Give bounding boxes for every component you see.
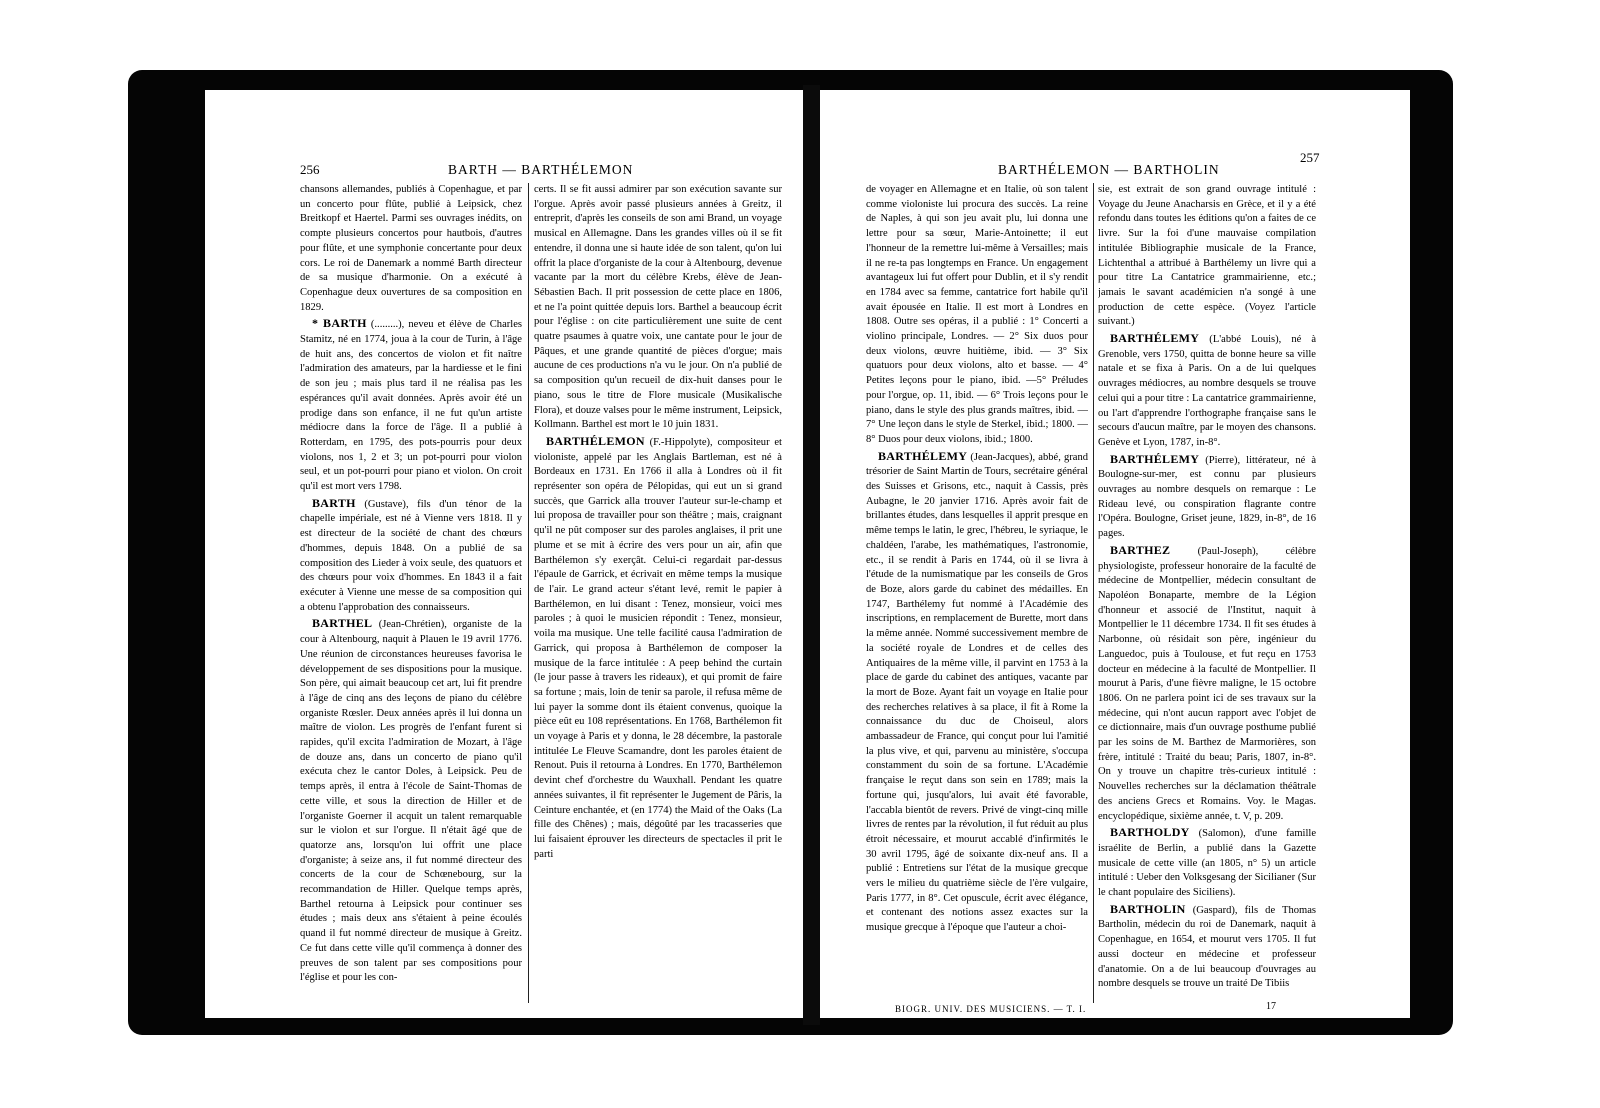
entry-text: (Jean-Chrétien), organiste de la cour à Altenbourg, naquit à Plauen le 19 avril 1776. Une réunion de circonstances heureuses favorisa le développement de ses dispositions pour la musique. Son père, qui aimait beaucoup cet art, lui fit prendre à l'âge de cinq ans des leçons de piano du célèbre organiste Rœsler. Deux années après il lui donna un maître de violon. Les progrès de l'enfant furent si rapides, qu'il excita l'admiration de Mozart, à l'âge de douze ans, dans un concerto de piano qu'il exécuta chez le cantor Doles, à Leipsick. Peu de temps après, il entra à l'école de Saint-Thomas de cette ville, et sous la direction de Hiller et de l'organiste Goerner il acquit un talent remarquable sur le violon et sur l'orgue. Il n'était âgé que de quatorze ans, lorsqu'on lui offrit une place d'organiste; à seize ans, il fut nommé directeur des concerts de la cour de Schœnebourg, sur la recommandation de Hiller. Quelque temps après, Barthel retourna à Leipsick pour continuer ses études ; mais deux ans s'étaient à peine écoulés quand il fut nommé directeur de musique à Greitz. Ce fut dans cette ville qu'il commença à donner des preuves de son talent par ses compositions pour l'église et pour les con-: [300, 619, 522, 984]
dictionary-entry: [1098, 543, 1316, 824]
dictionary-entry: [1098, 183, 1316, 330]
dictionary-entry: [534, 183, 782, 433]
entry-headword: BARTH: [312, 495, 356, 510]
entry-text: (Gaspard), fils de Thomas Bartholin, médecin du roi de Danemark, naquit à Copenhague, en 1654, et mourut vers 1705. Il fut aussi docteur en médecine et professeur d'anatomie. On a de lui beaucoup d'ouvrages au nombre desquels se trouve un traité De Tibiis: [1098, 904, 1316, 990]
entry-text: (F.-Hippolyte), compositeur et violoniste, appelé par les Anglais Bartleman, est né à Bordeaux en 1731. En 1766 il alla à Londres où il fit représenter son opéra de Pélopidas, qui eut un si grand succès, que Garrick alla trouver l'auteur sur-le-champ et lui proposa de travailler pour son théâtre ; mais, craignant qu'il ne pût composer sur des paroles anglaises, il prit une plume et se mit à écrire des vers pour un air, afin que Barthélemon s'y exerçât. Celui-ci regardait par-dessus l'épaule de Garrick, et écrivait en même temps la musique de l'air. Le grand acteur s'étant levé, remit le papier à Barthélemon, en lui disant : Tenez, monsieur, voici mes paroles ; à quoi le musicien répondit : Tenez, monsieur, voila ma musique. Une telle facilité causa l'admiration de Garrick, qui proposa à Barthélemon de composer la musique de la farce intitulée : A peep behind the curtain (le jour passe à travers les rideaux), et qui promit de faire sa fortune ; mais, loin de tenir sa parole, il refusa même de lui payer la somme dont ils étaient convenus, quoique la pièce eût eu 108 représentations. En 1768, Barthélemon fit un voyage à Paris et y donna, le 28 décembre, la pastorale intitulée Le Fleuve Scamandre, dont les paroles étaient de Renout. Puis il retourna à Londres. En 1770, Barthélemon devint chef d'orchestre du Wauxhall. Pendant les quatre années suivantes, il fit représenter le Jugement de Pâris, la Ceinture enchantée, et (en 1774) the Maid of the Oaks (La fille des Chênes) ; mais, dégoûté par les tracasseries que lui faisaient éprouver les directeurs de spectacles il prit le parti: [534, 436, 782, 860]
right-column-2: [1098, 183, 1316, 1001]
left-column-2: [534, 183, 782, 1001]
entry-headword: BARTHOLIN: [1110, 901, 1186, 916]
entry-text: (Pierre), littérateur, né à Boulogne-sur-mer, est connu par plusieurs ouvrages au nombre desquels on remarque : Le Rideau levé, ou conspiration flagrante contre l'Opéra. Boulogne, Griset jeune, 1829, in-8°, de 16 pages.: [1098, 454, 1316, 540]
right-column-1: [866, 183, 1088, 1001]
signature-mark: 17: [1266, 1001, 1276, 1012]
left-column-1: [300, 183, 522, 1001]
left-running-head: BARTH — BARTHÉLEMON: [448, 162, 634, 177]
book-gutter: [803, 85, 820, 1025]
entry-text: chansons allemandes, publiés à Copenhague, et par un concerto pour flûte, publié à Leipsick, chez Breitkopf et Haertel. Parmi ses ouvrages inédits, on compte plusieurs concertos pour hautbois, d'autres pour flûte, et une symphonie concertante pour deux cors. Le roi de Danemark a nommé Barth directeur de sa musique d'harmonie. On a exécuté à Copenhague deux ouvertures de sa composition en 1829.: [300, 184, 522, 313]
left-page-number: 256: [300, 162, 320, 177]
entry-headword: BARTHÉLEMY: [878, 448, 968, 463]
dictionary-entry: [1098, 825, 1316, 901]
entry-headword: BARTHÉLEMY: [1110, 331, 1200, 346]
entry-headword: BARTHEL: [312, 616, 373, 631]
entry-headword: BARTHÉLEMY: [1110, 451, 1200, 466]
entry-text: (Salomon), d'une famille israélite de Berlin, a publié dans la Gazette musicale de cette ville (an 1805, n° 5) un article intitulé : Ueber den Volksgesang der Sicilianer (Sur le chant populaire des Siciliens).: [1098, 828, 1316, 899]
right-page-number: 257: [1300, 150, 1320, 165]
dictionary-entry: [866, 183, 1088, 448]
entry-headword: BARTHOLDY: [1110, 825, 1190, 840]
column-rule: [1093, 183, 1094, 1003]
column-rule: [528, 183, 529, 1003]
entry-text: sie, est extrait de son grand ouvrage intitulé : Voyage du Jeune Anacharsis en Grèce, et il y a été refondu dans toutes les éditions qu'on a faites de ce livre. Sur la foi d'une mauvaise compilation intitulée Bibliographie musicale de la France, Lichtenthal a attribué à Barthélemy un livre qui a pour titre La Cantatrice grammairienne, etc.; jamais le savant académicien n'a songé à une production de cette espèce. (Voyez l'article suivant.): [1098, 184, 1316, 328]
entry-text: (.........), neveu et élève de Charles Stamitz, né en 1774, joua à la cour de Turin, à l'âge de huit ans, des concertos de violon et fit naître l'admiration des amateurs, par la hardiesse et le fini de son jeu ; mais plus tard il ne réalisa pas les espérances qu'il avait données. Après avoir été un prodige dans son enfance, il ne fut qu'un artiste médiocre dans la force de l'âge. Il a publié à Rotterdam, en 1795, des pots-pourris pour deux violons, nos 1, 2 et 3; un pot-pourri pour violon seul, et un pot-pourri pour piano et violon. On croit qu'il est mort vers 1798.: [300, 319, 522, 493]
dictionary-entry: [866, 449, 1088, 936]
entry-text: (Gustave), fils d'un ténor de la chapelle impériale, est né à Vienne vers 1818. Il y est directeur de la société de chant des chœurs d'hommes, depuis 1848. On a publié de sa composition des Lieder à voix seule, des quatuors et des chœurs pour voix d'hommes. En 1843 il a fait exécuter à Vienne une messe de sa composition qui a obtenu l'approbation des connaisseurs.: [300, 498, 522, 613]
dictionary-entry: [300, 616, 522, 986]
entry-text: certs. Il se fit aussi admirer par son exécution savante sur l'orgue. Après avoir passé plusieurs années à Greitz, il entreprit, d'après les conseils de son ami Brand, un voyage musical en Allemagne. Dans les grandes villes où il se fit entendre, il donna une si haute idée de son talent, qu'on lui offrit la place d'organiste de la cour à Altenbourg, devenue vacante par la mort du célèbre Krebs, élève de Jean-Sébastien Bach. Il prit possession de cette place en 1806, et ne l'a point quittée depuis lors. Barthel a beaucoup écrit pour l'église : on cite particulièrement une suite de cent quatre psaumes à quatre voix, une cantate pour le jour de Pâques, et une grande quantité de pièces d'orgue; mais aucune de ces productions n'a vu le jour. On n'a publié de sa composition qu'un recueil de dix-huit danses pour le piano, sous le titre de Flore musicale (Musikalische Flora), et douze valses pour le même instrument, Leipsick, Kollmann. Barthel est mort le 10 juin 1831.: [534, 184, 782, 431]
dictionary-entry: [300, 316, 522, 494]
dictionary-entry: [300, 496, 522, 616]
dictionary-entry: [1098, 331, 1316, 451]
dictionary-entry: [534, 434, 782, 862]
dictionary-entry: [300, 183, 522, 315]
entry-text: (Jean-Jacques), abbé, grand trésorier de Saint Martin de Tours, secrétaire général des Suisses et Grisons, etc., naquit à Cassis, près Aubagne, le 20 janvier 1716. Après avoir fait de brillantes études, dans lesquelles il apprit presque en même temps le latin, le grec, l'hébreu, le syriaque, le chaldéen, l'arabe, les mathématiques, l'astronomie, etc., il se rendit à Paris en 1744, où il se livra à l'étude de la numismatique par les conseils de Gros de Boze, alors garde du cabinet des médailles. En 1747, Barthélemy fut nommé à l'Académie des inscriptions, en remplacement de Burette, mort dans la même année. Nommé successivement membre de la société royale de Londres et de celles des Antiquaires de la même ville, il parvint en 1753 à la place de garde du cabinet des antiques, vacante par la mort de Boze. Ayant fait un voyage en Italie pour des recherches relatives à sa place, il fit à Rome la connaissance du duc de Choiseul, alors ambassadeur de France, qui conçut pour lui l'amitié la plus vive, et qui, parvenu au ministère, s'occupa constamment du soin de sa fortune. L'Académie française le reçut dans son sein en 1789; mais la fortune qui, jusqu'alors, lui avait été favorable, l'accabla bientôt de revers. Privé de vingt-cinq mille livres de rentes par la révolution, il fut réduit au plus étroit nécessaire, et mourut accablé d'infirmités le 30 avril 1795, âgé de soixante dix-neuf ans. Il a publié : Entretiens sur l'état de la musique grecque vers le milieu du quatrième siècle de l'ère vulgaire, Paris 1777, in 8°. Cet opuscule, écrit avec élégance, et contenant des notions assez exactes sur la musique grecque à l'époque que l'auteur a choi-: [866, 451, 1088, 934]
entry-text: de voyager en Allemagne et en Italie, où son talent comme violoniste lui procura des succès. La reine de Naples, à qui son jeu avait plu, lui donna une lettre pour sa sœur, Marie-Antoinette; il eut l'honneur de la remettre lui-même à Versailles; mais il ne re-ta pas longtemps en France. Un engagement avantageux lui fut offert pour Dublin, et il s'y rendit en 1784 avec sa femme, cantatrice fort habile qu'il avait épousée en Italie. Il est mort à Londres en 1808. Outre ses opéras, il a publié : 1° Concerti a violino principale, Londres. — 2° Six duos pour deux violons, œuvre huitième, ibid. — 3° Six quatuors pour deux violons, alto et basse. — 4° Petites leçons pour le piano, ibid. —5° Préludes pour l'orgue, op. 11, ibid. — 6° Trois leçons pour le piano, dans le style des plus grands maîtres, ibid. — 7° Une leçon dans le style de Sterkel, ibid.; 1800. — 8° Duos pour deux violons, ibid.; 1800.: [866, 184, 1088, 445]
entry-headword: BARTHÉLEMON: [546, 433, 645, 448]
dictionary-entry: [1098, 452, 1316, 542]
entry-headword: * BARTH: [312, 316, 367, 331]
entry-text: (Paul-Joseph), célèbre physiologiste, professeur honoraire de la faculté de médecine de Montpellier, médecin consultant de Napoléon Bonaparte, membre de la Légion d'honneur et associé de l'Institut, naquit à Montpellier le 11 décembre 1734. Il fit ses études à Narbonne, où résidait son père, ingénieur du Languedoc, puis à Toulouse, et fut reçu en 1753 docteur en médecine à la faculté de Montpellier. Il mourut à Paris, d'une fièvre maligne, le 15 octobre 1806. On ne parlera point ici de ses travaux sur la médecine, qui n'ont aucun rapport avec l'objet de ce dictionnaire, mais d'un ouvrage posthume publié par les soins de M. Barthez de Marmorières, son frère, intitulé : Traité du beau; Paris, 1807, in-8°. On y trouve un chapitre très-curieux intitulé : Nouvelles recherches sur la déclamation théâtrale des anciens Grecs et Romains. Voy. le Magas. encyclopédique, sixième année, t. V, p. 209.: [1098, 545, 1316, 822]
right-running-head: BARTHÉLEMON — BARTHOLIN: [998, 162, 1220, 177]
page-footer: BIOGR. UNIV. DES MUSICIENS. — T. I.: [895, 1004, 1087, 1014]
dictionary-entry: [1098, 902, 1316, 992]
entry-headword: BARTHEZ: [1110, 542, 1171, 557]
entry-text: (L'abbé Louis), né à Grenoble, vers 1750, quitta de bonne heure sa ville natale et se fixa à Paris. On a de lui quelques ouvrages médiocres, au nombre desquels se trouve celui qui a pour titre : La cantatrice grammairienne, ou l'art d'apprendre l'orthographe française sans le secours d'aucun maître, par le moyen des chansons. Genève et Lyon, 1787, in-8°.: [1098, 334, 1316, 448]
